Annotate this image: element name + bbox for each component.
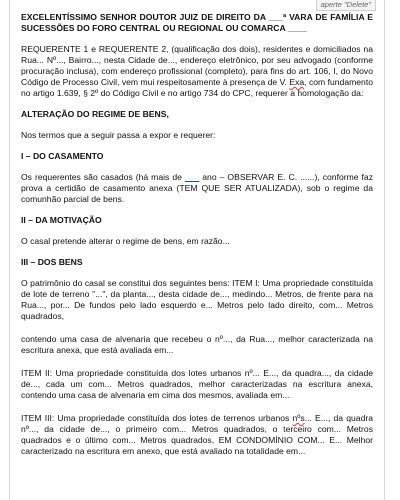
bens-item-1: O patrimônio do casal se constitui dos seguintes bens: ITEM I: Uma propriedade constituída de lote de terreno "...", da planta..., desta cidade de..., medindo... Metros, de frente para na Rua..., por... De fundos pelo lado esquerdo e... Metros pelo lado direito, com... Metros quadrados, bbox=[21, 278, 373, 321]
document-body bbox=[21, 12, 373, 467]
section-bens-heading: III – DOS BENS bbox=[21, 257, 83, 267]
spellcheck-nos: nºs bbox=[292, 413, 305, 423]
spellcheck-exa: Exa bbox=[289, 77, 305, 87]
delete-hint: aperte "Delete" bbox=[316, 0, 376, 11]
document-page bbox=[9, 0, 385, 500]
bens-item-3 bbox=[21, 413, 373, 457]
court-address-title: EXCELENTÍSSIMO SENHOR DOUTOR JUIZ DE DIREITO DA ___ª VARA DE FAMÍLIA E SUCESSÕES DO FORO CENTRAL OU REGIONAL OU COMARCA ____ bbox=[21, 12, 373, 33]
section-motivacao-text: O casal pretende alterar o regime de bens, em razão... bbox=[21, 236, 230, 246]
bens-item-2: ITEM II: Uma propriedade constituída dos lotes urbanos nº... E..., da quadra..., da cidade de..., cada um com... Metros quadrados, melhor caracterizadas na escritura anexa, contendo uma casa de alvenaria em cima dos mesmos, avaliada em... bbox=[21, 368, 373, 400]
years-blank-field[interactable]: ___ bbox=[184, 172, 200, 182]
bens-item-1-house: contendo uma casa de alvenaria que recebeu o nº..., da Rua..., melhor caracterizada na escritura anexa, que está avaliada em... bbox=[21, 334, 373, 355]
casamento-text-1: Os requerentes são casados (há mais de bbox=[21, 172, 185, 182]
section-casamento-heading: I – DO CASAMENTO bbox=[21, 151, 104, 161]
item3-text-1: ITEM III: Uma propriedade constituída dos lotes de terrenos urbanos bbox=[21, 413, 293, 423]
intro-paragraph bbox=[21, 44, 373, 99]
action-title: ALTERAÇÃO DO REGIME DE BENS, bbox=[21, 109, 169, 119]
casamento-text-2: ano – OBSERVAR E. C. ......), conforme faz prova a certidão de casamento anexa (TEM QUE SER ATUALIZADA), sob o regime da comunhão parcial de bens. bbox=[21, 172, 374, 204]
item3-text-2: ... E..., da quadra nº..., da cidade de..., o primeiro com... Metros quadrados, o terceiro com... Metros quadrados e o último com... Metros quadrados, EM CONDOMÍNIO COM... E... Melhor caracterizado na escritura em anexo, que está avaliado na totalidade em... bbox=[21, 413, 373, 456]
section-motivacao-heading: II – DA MOTIVAÇÃO bbox=[21, 215, 102, 225]
intro-text-1: REQUERENTE 1 e REQUERENTE 2, (qualificação dos dois), residentes e domiciliados na Rua... Nº..., Bairro..., nesta Cidade de..., endereço eletrônico, por seu advogado (conforme procuração inclusa), com endereço profissional (completo), para fins do art. 106, I, do Novo Código de Processo Civil, vem mui respeitosamente à presença de V. bbox=[21, 44, 373, 87]
lead-paragraph: Nos termos que a seguir passa a expor e requerer: bbox=[21, 130, 216, 140]
section-casamento-text bbox=[21, 172, 373, 205]
intro-text-2: , com fundamento no artigo 1.639, § 2º do Código Civil e no artigo 734 do CPC, requerer a homologação da: bbox=[21, 77, 373, 98]
